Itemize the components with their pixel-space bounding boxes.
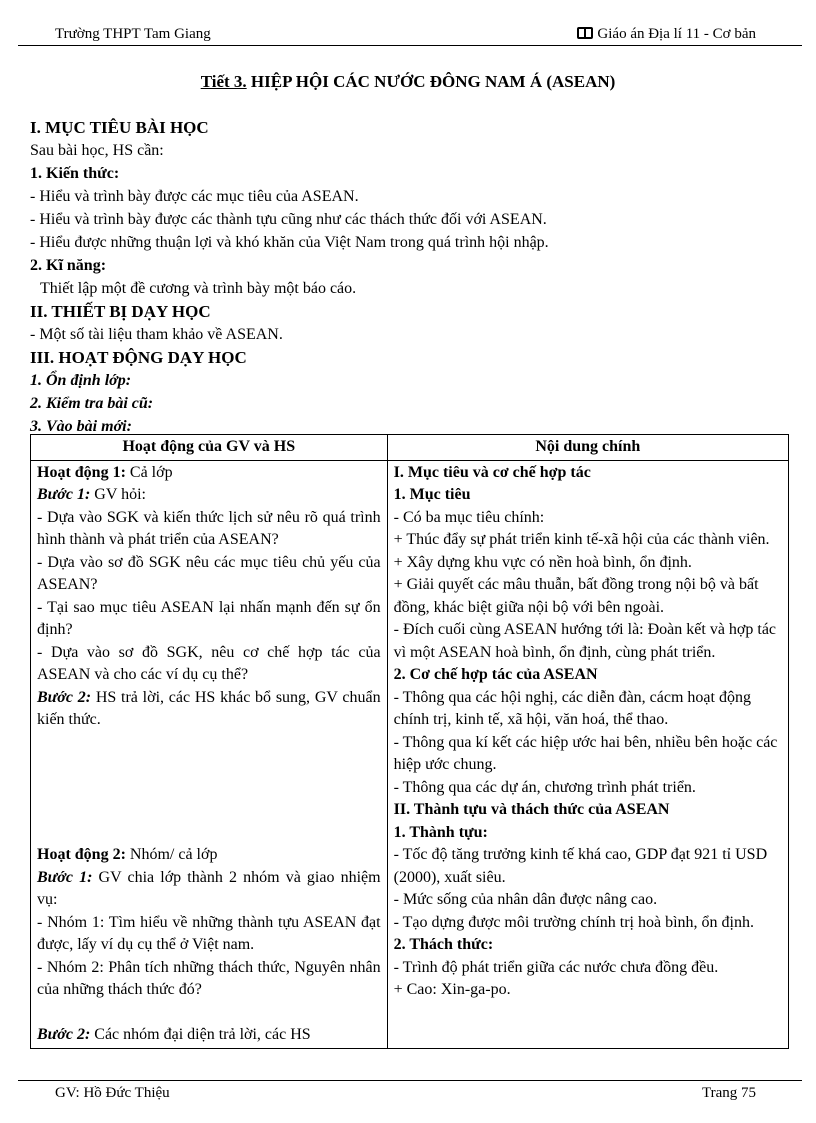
school-name: Trường THPT Tam Giang [55,26,211,42]
content-item: - Thông qua kí kết các hiệp ước hai bên, nhiều bên hoặc các hiệp ước chung. [393,733,778,773]
content-heading: II. Thành tựu và thách thức của ASEAN [393,801,670,818]
content-heading: I. Mục tiêu và cơ chế hợp tác [393,463,591,481]
content-item: + Giải quyết các mâu thuẫn, bất đồng trong nội bộ và bất đồng, khác biệt giữa nội bộ với bên ngoài. [393,576,759,616]
knowledge-item: - Hiểu và trình bày được các thành tựu cũng như các thách thức đối với ASEAN. [30,211,547,228]
content-item: - Mức sống của nhân dân được nâng cao. [393,891,658,908]
table-header-row [31,435,789,461]
step-label: Bước 2: [37,688,92,706]
activity-step: 1. Ổn định lớp: [30,372,132,389]
group-task: - Nhóm 2: Phân tích những thách thức, Nguyên nhân của những thách thức đó? [37,958,381,998]
content-item: + Xây dựng khu vực có nền hoà bình, ổn định. [393,553,692,571]
step-line [37,687,381,732]
activity-text: Cả lớp [125,463,173,481]
lesson-table [30,434,789,1049]
step-label: Bước 1: [37,868,93,886]
content-item: - Thông qua các hội nghị, các diễn đàn, cácm hoạt động chính trị, kinh tế, xã hội, văn hoá, thể thao. [393,688,751,728]
step-text: GV hỏi: [90,486,146,503]
activity-line [37,462,381,485]
header-divider [18,45,802,46]
section-objectives: I. MỤC TIÊU BÀI HỌC [30,118,209,137]
knowledge-item: - Hiểu và trình bày được các mục tiêu của ASEAN. [30,188,359,205]
question-item: - Tại sao mục tiêu ASEAN lại nhấn mạnh đến sự ổn định? [37,598,381,638]
content-item: + Thúc đẩy sự phát triển kinh tế-xã hội của các thành viên. [393,531,770,548]
page-header [55,26,756,44]
step-label: Bước 2: [37,1026,91,1043]
activity-label: Hoạt động 1: [37,463,126,481]
header-cell-content: Nội dung chính [387,435,788,461]
content-item: - Tốc độ tăng trưởng kinh tế khá cao, GDP đạt 921 tỉ USD (2000), xuất siêu. [393,846,768,886]
activities-cell [31,460,388,1048]
subject-text: Giáo án Địa lí 11 - Cơ bản [597,26,756,42]
lesson-body [30,116,786,438]
content-subheading: 1. Mục tiêu [393,486,471,503]
skills-item: Thiết lập một đề cương và trình bày một báo cáo. [40,280,357,297]
footer-divider [18,1080,802,1081]
content-item: - Có ba mục tiêu chính: [393,508,545,526]
group-task: - Nhóm 1: Tìm hiểu về những thành tựu ASEAN đạt được, lấy ví dụ cụ thể ở Việt nam. [37,913,381,953]
lesson-number: Tiết 3. [200,72,247,91]
step-text: Các nhóm đại diện trả lời, các HS [90,1026,311,1043]
activity-step: 2. Kiểm tra bài cũ: [30,395,154,412]
page-number: Trang 75 [701,1085,756,1101]
activity-step: 3. Vào bài mới: [30,418,132,435]
author-name: GV: Hồ Đức Thiệu [55,1085,170,1101]
content-subheading: 2. Cơ chế hợp tác của ASEAN [393,666,598,683]
subject-label [577,26,756,43]
content-cell [387,460,788,1048]
activity-label: Hoạt động 2: [37,846,126,863]
content-subheading: 2. Thách thức: [393,936,494,953]
table-row [31,460,789,1048]
lesson-name: HIỆP HỘI CÁC NƯỚC ĐÔNG NAM Á (ASEAN) [246,72,616,91]
activity-line [37,844,381,867]
step-text: HS trả lời, các HS khác bổ sung, GV chuẩn kiến thức. [37,688,381,728]
equipment-item: - Một số tài liệu tham khảo về ASEAN. [30,326,283,343]
content-subheading: 1. Thành tựu: [393,823,488,841]
header-cell-activities: Hoạt động của GV và HS [31,435,388,461]
knowledge-item: - Hiểu được những thuận lợi và khó khăn của Việt Nam trong quá trình hội nhập. [30,234,549,251]
step-line [37,1024,381,1047]
step-text: GV chia lớp thành 2 nhóm và giao nhiệm vụ: [37,868,381,908]
page-title [0,72,816,92]
step-line [37,484,381,507]
content-item: + Cao: Xin-ga-po. [393,981,511,998]
skills-heading: 2. Kĩ năng: [30,257,107,274]
question-item: - Dựa vào sơ đồ SGK, nêu cơ chế hợp tác của ASEAN và cho các ví dụ cụ thể? [37,643,381,683]
question-item: - Dựa vào sơ đồ SGK nêu các mục tiêu chủ yếu của ASEAN? [37,553,381,593]
knowledge-heading: 1. Kiến thức: [30,165,120,182]
activity-text: Nhóm/ cả lớp [125,846,218,863]
question-item: - Dựa vào SGK và kiến thức lịch sử nêu rõ quá trình hình thành và phát triển của ASEAN? [37,508,381,548]
content-item: - Trình độ phát triển giữa các nước chưa đồng đều. [393,958,719,976]
step-label: Bước 1: [37,486,91,503]
section-activities: III. HOẠT ĐỘNG DẠY HỌC [30,348,247,367]
step-line [37,867,381,912]
content-item: - Tạo dựng được môi trường chính trị hoà bình, ổn định. [393,913,754,931]
section-equipment: II. THIẾT BỊ DẠY HỌC [30,302,211,321]
intro-text: Sau bài học, HS cần: [30,142,164,159]
book-icon [577,27,593,39]
content-item: - Thông qua các dự án, chương trình phát triển. [393,778,696,796]
content-item: - Đích cuối cùng ASEAN hướng tới là: Đoàn kết và hợp tác vì một ASEAN hoà bình, ổn định, cùng phát triển. [393,621,777,661]
